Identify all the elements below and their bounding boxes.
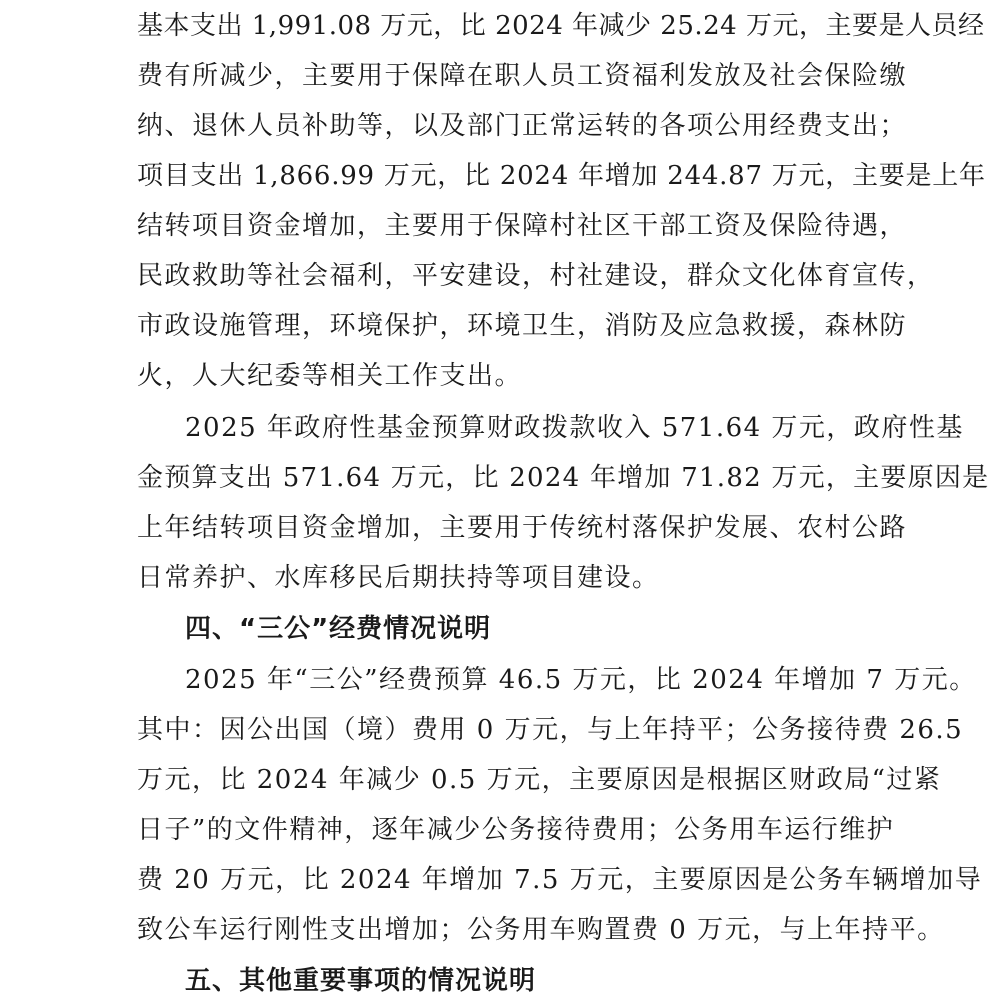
body-text-line: 万元，比 2024 年减少 0.5 万元，主要原因是根据区财政局“过紧 — [137, 765, 942, 795]
body-text-line: 纳、退休人员补助等，以及部门正常运转的各项公用经费支出； — [137, 111, 908, 141]
body-text-line: 上年结转项目资金增加，主要用于传统村落保护发展、农村公路 — [137, 513, 908, 543]
body-text-line: 2025 年“三公”经费预算 46.5 万元，比 2024 年增加 7 万元。 — [185, 665, 977, 695]
body-text-line: 2025 年政府性基金预算财政拨款收入 571.64 万元，政府性基 — [185, 413, 964, 443]
body-text-line: 金预算支出 571.64 万元，比 2024 年增加 71.82 万元，主要原因是 — [137, 463, 990, 493]
body-text-line: 民政救助等社会福利，平安建设，村社建设，群众文化体育宣传， — [137, 261, 935, 291]
body-text-line: 致公车运行刚性支出增加；公务用车购置费 0 万元，与上年持平。 — [137, 915, 945, 945]
body-text-line: 日子”的文件精神，逐年减少公务接待费用；公务用车运行维护 — [137, 815, 895, 845]
body-text-line: 基本支出 1,991.08 万元，比 2024 年减少 25.24 万元，主要是人员经 — [137, 11, 985, 41]
body-text-line: 其中：因公出国（境）费用 0 万元，与上年持平；公务接待费 26.5 — [137, 715, 964, 745]
section-heading: 五、其他重要事项的情况说明 — [185, 966, 537, 996]
body-text-line: 项目支出 1,866.99 万元，比 2024 年增加 244.87 万元，主要是上年 — [137, 161, 986, 191]
section-heading: 四、“三公”经费情况说明 — [185, 614, 492, 644]
body-text-line: 费有所减少，主要用于保障在职人员工资福利发放及社会保险缴 — [137, 61, 908, 91]
body-text-line: 市政设施管理，环境保护，环境卫生，消防及应急救援，森林防 — [137, 311, 908, 341]
body-text-line: 费 20 万元，比 2024 年增加 7.5 万元，主要原因是公务车辆增加导 — [137, 865, 983, 895]
body-text-line: 火，人大纪委等相关工作支出。 — [137, 361, 523, 391]
body-text-line: 日常养护、水库移民后期扶持等项目建设。 — [137, 563, 660, 593]
body-text-line: 结转项目资金增加，主要用于保障村社区干部工资及保险待遇， — [137, 211, 908, 241]
